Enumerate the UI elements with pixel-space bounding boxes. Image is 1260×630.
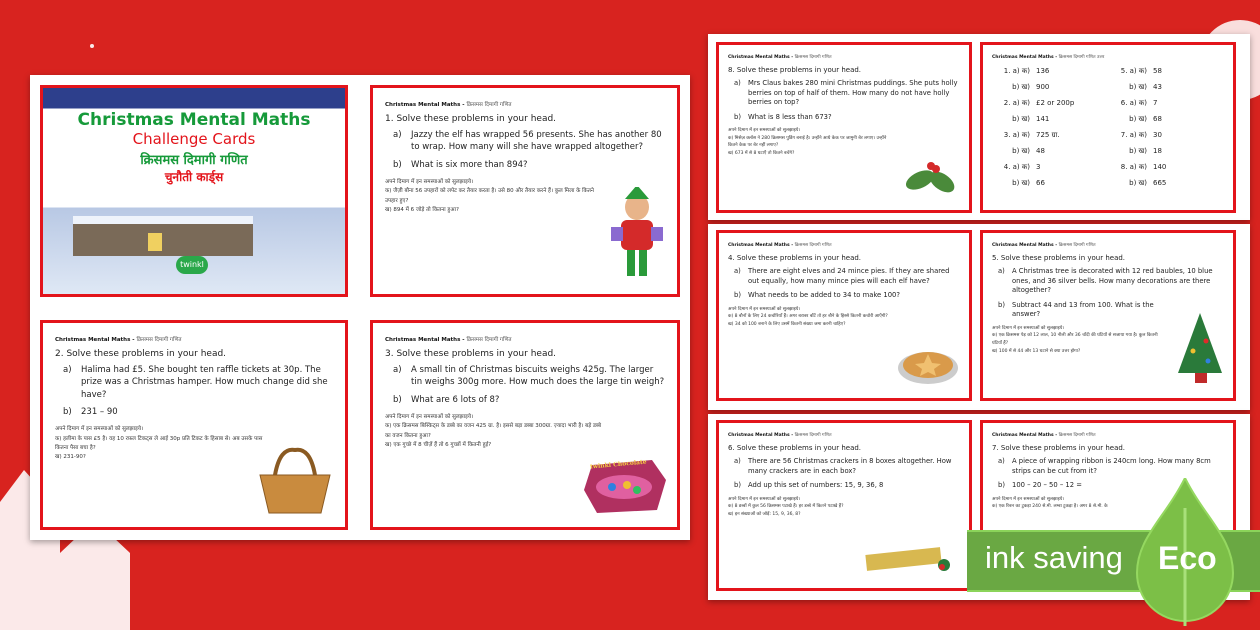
pie-illustration: [897, 346, 959, 390]
ink-saving-label: ink saving: [985, 540, 1123, 575]
tree-illustration: [1178, 311, 1223, 390]
card-header-english: Christmas Mental Maths: [992, 433, 1054, 438]
question-a: a) Mrs Claus bakes 280 mini Christmas puddings. She puts holly berries on top of half of them. How many do not have holly berries on top?: [734, 79, 958, 107]
card-title: 2. Solve these problems in your head.: [55, 349, 227, 359]
challenge-card-3: Christmas Mental Maths - क्रिसमस दिमागी गणित 3. Solve these problems in your head. a) A small tin of Christmas biscuits weighs 425g. The larger tin weighs 300g more. How much does the large tin weigh? b) What are 6 lots of 8? अपने दिमाग में इन समस्याओं को सुलझाइये। क) एक क्रिसमस बिस्किट्स के डब्बे का वजन 425 ग्रा. है। इससे बड़ा डब्बा 300ग्रा. ज़्यादा भारी है। बड़े डब्बे का वजन कितना हुआ? ख) एक गुच्छे में 8 चीज़ें हैं तो 6 गुच्छों में कितनी हुई? twinkl Chocolate: [370, 320, 680, 530]
hindi-translation: अपने दिमाग में इन समस्याओं को सुलझाइये। क) एक क्रिसमस पेड़ को 12 लाल, 10 नीली और 36 चाँदी की घंटियों से सजाया गया है। कुल कितनी घंटियाँ हैं? ख) 100 में से 44 और 13 घटाने से क्या उत्तर होगा?: [992, 325, 1158, 354]
card-header-hindi: क्रिसमस दिमागी गणित: [136, 337, 182, 343]
card-title: 5. Solve these problems in your head.: [992, 254, 1126, 262]
hindi-translation: अपने दिमाग में इन समस्याओं को सुलझाइये। क) 8 डब्बों में कुल 56 क्रिसमस पटाखे हैं। हर डब्बे में कितने पटाखे हैं? ख) इन संख्याओं को जोड़ें: 15, 9, 36, 8?: [728, 496, 844, 517]
card-header-english: Christmas Mental Maths: [728, 433, 790, 438]
snowflake-icon: [90, 44, 94, 48]
subtitle-line-hindi: चुनौती कार्ड्स: [164, 170, 224, 184]
card-header-english: Christmas Mental Maths: [385, 102, 461, 108]
hindi-translation: अपने दिमाग में इन समस्याओं को सुलझाइये। क) 8 बौनों के लिए 24 कचोरियाँ हैं। अगर बराबर बाँटें तो हर बौने के हिस्से कितनी कचोरी आएँगी? ख) 34 को 100 बनाने के लिए उसमें कितनी संख्या जमा करनी चाहिए?: [728, 306, 888, 327]
card-header-hindi: क्रिसमस दिमागी गणित: [794, 55, 832, 60]
answer-item: b) ख) 900: [1012, 83, 1050, 91]
answer-item: b) ख) 66: [1012, 179, 1045, 187]
question-b: b) Add up this set of numbers: 15, 9, 36, 8: [734, 481, 884, 490]
answer-item: 2. a) क) £2 or 200p: [1003, 99, 1075, 107]
answer-item: b) ख) 68: [1129, 115, 1162, 123]
card-header-hindi: क्रिसमस दिमागी गणित: [1058, 243, 1096, 248]
card-header-english: Christmas Mental Maths: [385, 337, 461, 343]
question-a: a) A Christmas tree is decorated with 12 red baubles, 10 blue ones, and 36 silver bells. How many decorations are there altogether?: [998, 267, 1213, 295]
card-title: 8. Solve these problems in your head.: [728, 66, 862, 74]
answer-item: b) ख) 18: [1129, 147, 1162, 155]
twinkl-logo: twinkl: [176, 256, 208, 274]
answer-item: 4. a) क) 3: [1003, 163, 1041, 171]
card-header-hindi: क्रिसमस दिमागी गणित: [1058, 433, 1096, 438]
answer-item: b) ख) 48: [1012, 147, 1045, 155]
challenge-card-1: Christmas Mental Maths - क्रिसमस दिमागी गणित 1. Solve these problems in your head. a) Jazzy the elf has wrapped 56 presents. She has another 80 to wrap. How many will she have wrapped altogether? b) What is six more than 894? अपने दिमाग में इन समस्याओं को सुलझाइये। क) जैज़ी बौना 56 उपहारों को लपेट कर तैयार करता है। उसे 80 और तैयार करने हैं। कुल मिला के कितने उपहार हुए? ख) 894 में 6 जोड़े तो कितना हुआ?: [370, 85, 680, 297]
answer-item: 1. a) क) 136: [1003, 67, 1050, 75]
question-b: b) What is 8 less than 673?: [734, 112, 832, 121]
card-title: 6. Solve these problems in your head.: [728, 444, 862, 452]
card-header-english: Christmas Mental Maths: [728, 55, 790, 60]
question-b: b) What is six more than 894?: [393, 159, 528, 170]
elf-illustration: [607, 187, 667, 286]
challenge-card-6: Christmas Mental Maths - क्रिसमस दिमागी गणित 6. Solve these problems in your head. a) There are 56 Christmas crackers in 8 boxes altogether. How many crackers are in each box? b) Add up this set of numbers: 15, 9, 36, 8 अपने दिमाग में इन समस्याओं को सुलझाइये। क) 8 डब्बों में कुल 56 क्रिसमस पटाखे हैं। हर डब्बे में कितने पटाखे हैं? ख) इन संख्याओं को जोड़ें: 15, 9, 36, 8?: [716, 420, 972, 591]
window-tree-icon: [148, 233, 162, 251]
title-line-hindi: क्रिसमस दिमागी गणित: [140, 153, 248, 168]
chocolate-box-label: twinkl Chocolate: [589, 458, 647, 471]
answer-item: 7. a) क) 30: [1120, 131, 1162, 139]
card-header-english: Christmas Mental Maths: [55, 337, 131, 343]
challenge-card-5: Christmas Mental Maths - क्रिसमस दिमागी गणित 5. Solve these problems in your head. a) A Christmas tree is decorated with 12 red baubles, 10 blue ones, and 36 silver bells. How many decorations are there altogether? b) Subtract 44 and 13 from 100. What is the answer? अपने दिमाग में इन समस्याओं को सुलझाइये। क) एक क्रिसमस पेड़ को 12 लाल, 10 नीली और 36 चाँदी की घंटियों से सजाया गया है। कुल कितनी घंटियाँ हैं? ख) 100 में से 44 और 13 घटाने से क्या उत्तर होगा?: [980, 230, 1236, 401]
answer-item: b) ख) 141: [1012, 115, 1050, 123]
question-b: b) What needs to be added to 34 to make 100?: [734, 291, 900, 300]
answer-item: 6. a) क) 7: [1120, 99, 1158, 107]
chocolate-illustration: [582, 455, 667, 519]
challenge-card-8: Christmas Mental Maths - क्रिसमस दिमागी गणित 8. Solve these problems in your head. a) Mrs Claus bakes 280 mini Christmas puddings. She puts holly berries on top of half of them. How many do not have holly berries on top? b) What is 8 less than 673? अपने दिमाग में इन समस्याओं को सुलझाइये। क) मिसेज़ क्लॉस ने 280 क्रिसमस पुडिंग बनाई है। उन्होंने आधे केक पर जामुनी बेर लगाए। उन्होंने कितने केक पर बेर नहीं लगाए? ख) 673 में से 8 घटाएँ तो कितने बचेंगे?: [716, 42, 972, 213]
title-card: [40, 85, 348, 297]
card-title: 4. Solve these problems in your head.: [728, 254, 862, 262]
card-header-hindi: क्रिसमस दिमागी गणित: [466, 337, 512, 343]
question-b: b) What are 6 lots of 8?: [393, 394, 500, 405]
hindi-translation: अपने दिमाग में इन समस्याओं को सुलझाइये। क) हलीमा के पास £5 है। वह 10 रफ़ल टिकट्स ले आई 30p प्रति टिकट के हिसाब से। अब उसके पास कितना पैसा बचा है? ख) 231-90?: [55, 426, 263, 461]
challenge-card-7: Christmas Mental Maths - क्रिसमस दिमागी गणित 7. Solve these problems in your head. a) A piece of wrapping ribbon is 240cm long. How many 8cm strips can be cut from it? b) 100 – 20 – 50 – 12 = अपने दिमाग में इन समस्याओं को सुलझाइये। क) एक रिबन का टुकड़ा 240 से.मी. लम्बा टुकड़ा है। अगर 8 से.मी. के: [980, 420, 1236, 591]
answer-item: 3. a) क) 725 ग्रा.: [1003, 131, 1060, 139]
title-line-english: Christmas Mental Maths: [77, 110, 311, 130]
hindi-translation: अपने दिमाग में इन समस्याओं को सुलझाइये। क) एक क्रिसमस बिस्किट्स के डब्बे का वजन 425 ग्रा. है। इससे बड़ा डब्बा 300ग्रा. ज़्यादा भारी है। बड़े डब्बे का वजन कितना हुआ? ख) एक गुच्छे में 8 चीज़ें हैं तो 6 गुच्छों में कितनी हुई?: [385, 413, 601, 448]
answer-grid: [992, 67, 1224, 188]
card-title: 1. Solve these problems in your head.: [385, 114, 557, 124]
card-header-hindi: क्रिसमस दिमागी गणित: [794, 243, 832, 248]
question-a: a) There are 56 Christmas crackers in 8 boxes altogether. How many crackers are in each box?: [734, 457, 952, 475]
answer-item: b) ख) 43: [1129, 83, 1162, 91]
basket-illustration: [255, 445, 335, 519]
eco-label: Eco: [1158, 540, 1217, 576]
answer-item: 5. a) क) 58: [1120, 67, 1162, 75]
card-header-english: Christmas Mental Maths: [992, 243, 1054, 248]
question-b: b) 231 – 90: [63, 406, 118, 417]
challenge-card-4: Christmas Mental Maths - क्रिसमस दिमागी गणित 4. Solve these problems in your head. a) There are eight elves and 24 mince pies. If they are shared out equally, how many mince pies will each elf have? b) What needs to be added to 34 to make 100? अपने दिमाग में इन समस्याओं को सुलझाइये। क) 8 बौनों के लिए 24 कचोरियाँ हैं। अगर बराबर बाँटें तो हर बौने के हिस्से कितनी कचोरी आएँगी? ख) 34 को 100 बनाने के लिए उसमें कितनी संख्या जमा करनी चाहिए?: [716, 230, 972, 401]
hindi-translation: अपने दिमाग में इन समस्याओं को सुलझाइये। क) मिसेज़ क्लॉस ने 280 क्रिसमस पुडिंग बनाई है। उन्होंने आधे केक पर जामुनी बेर लगाए। उन्होंने कितने केक पर बेर नहीं लगाए? ख) 673 में से 8 घटाएँ तो कितने बचेंगे?: [728, 128, 887, 156]
question-a: a) A piece of wrapping ribbon is 240cm long. How many 8cm strips can be cut from it?: [998, 457, 1211, 475]
hindi-translation: अपने दिमाग में इन समस्याओं को सुलझाइये। क) जैज़ी बौना 56 उपहारों को लपेट कर तैयार करता है। उसे 80 और तैयार करने हैं। कुल मिला के कितने उपहार हुए? ख) 894 में 6 जोड़े तो कितना हुआ?: [385, 178, 594, 213]
question-b: b) 100 – 20 – 50 – 12 =: [998, 481, 1082, 490]
card-header-hindi: क्रिसमस दिमागी गणित उत्तर: [1058, 55, 1105, 60]
answer-card: Christmas Mental Maths - क्रिसमस दिमागी गणित उत्तर 1. a) क) 136 5. a) क) 58 b) ख) 900 b) ख) 43 2. a) क) £2 or 200p 6. a) क) 7 b) ख) 141 b) ख) 68 3. a) क) 725 ग्रा. 7. a) क) 30 b) ख) 48 b) ख) 18 4. a) क) 3 8. a) क) 140 b) ख) 66 b) ख) 665: [980, 42, 1236, 213]
card-header-english: Christmas Mental Maths: [992, 55, 1054, 60]
card-header-english: Christmas Mental Maths: [728, 243, 790, 248]
card-header-hindi: क्रिसमस दिमागी गणित: [794, 433, 832, 438]
question-a: a) Halima had £5. She bought ten raffle tickets at 30p. The prize was a Christmas hamper. How much change did she have?: [63, 365, 328, 400]
cracker-illustration: [864, 541, 959, 580]
question-b: b) Subtract 44 and 13 from 100. What is the answer?: [998, 300, 1154, 319]
answer-item: 8. a) क) 140: [1120, 163, 1167, 171]
card-title: 7. Solve these problems in your head.: [992, 444, 1126, 452]
question-a: a) Jazzy the elf has wrapped 56 presents. She has another 80 to wrap. How many will she have wrapped altogether?: [393, 130, 662, 153]
answer-item: b) ख) 665: [1129, 179, 1167, 187]
card-header-hindi: क्रिसमस दिमागी गणित: [466, 102, 512, 108]
subtitle-line-english: Challenge Cards: [132, 130, 256, 148]
card-title: 3. Solve these problems in your head.: [385, 349, 557, 359]
hindi-translation: अपने दिमाग में इन समस्याओं को सुलझाइये। क) एक रिबन का टुकड़ा 240 से.मी. लम्बा टुकड़ा है। अगर 8 से.मी. के: [992, 496, 1108, 510]
question-a: a) There are eight elves and 24 mince pies. If they are shared out equally, how many mince pies will each elf have?: [734, 267, 950, 285]
snowy-village-illustration: [73, 216, 253, 256]
holly-illustration: [904, 158, 959, 202]
challenge-card-2: Christmas Mental Maths - क्रिसमस दिमागी गणित 2. Solve these problems in your head. a) Halima had £5. She bought ten raffle tickets at 30p. The prize was a Christmas hamper. How much change did she have? b) 231 – 90 अपने दिमाग में इन समस्याओं को सुलझाइये। क) हलीमा के पास £5 है। वह 10 रफ़ल टिकट्स ले आई 30p प्रति टिकट के हिसाब से। अब उसके पास कितना पैसा बचा है? ख) 231-90?: [40, 320, 348, 530]
question-a: a) A small tin of Christmas biscuits weighs 425g. The larger tin weighs 300g more. How much does the large tin weigh?: [393, 365, 665, 388]
